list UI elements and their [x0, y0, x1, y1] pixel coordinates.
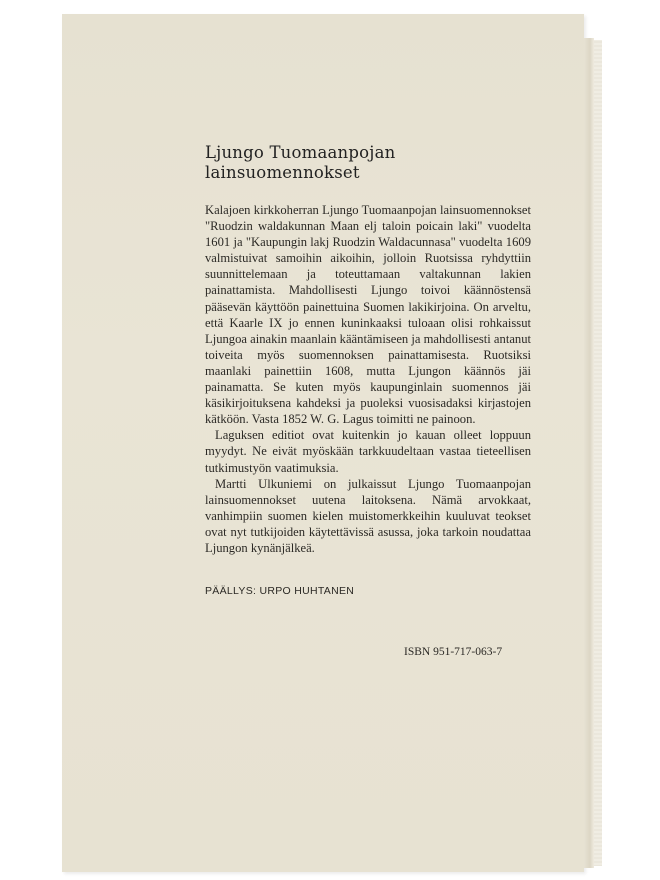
blurb-paragraph-1: Kalajoen kirkkoherran Ljungo Tuomaanpojan lainsuomennokset "Ruodzin waldakunnan Maan elj taloin poicain laki" vuodelta 1601 ja "Kaupungin lakj Ruodzin Waldacunnasa" vuodelta 1609 valmistuivat samoihin aikoihin, jolloin Ruotsissa ryhdyttiin suunnittelemaan ja toteuttamaan valtakunnan lakien painattamista. Mahdollisesti Ljungo toivoi käännöstensä pääsevän käyttöön painettuina Suomen lakikirjoina. On arveltu, että Kaarle IX jo ennen kuninkaaksi tuloaan olisi rohkaissut Ljungoa ainakin maanlain kääntämiseen ja mahdollisesti antanut toiveita myös suomennoksen painattamisesta. Ruotsiksi maanlaki painettiin 1608, mutta Ljungon käännös jäi painamatta. Se kuten myös kaupunginlain suomennos jäi käsikirjoituksena kahdeksi ja puoleksi vuosisadaksi kirjastojen kätköön. Vasta 1852 W. G. Lagus toimitti ne painoon.	[205, 203, 531, 427]
cover-designer-credit: PÄÄLLYS: URPO HUHTANEN	[205, 585, 355, 597]
blurb-paragraph-3: Martti Ulkuniemi on julkaissut Ljungo Tuomaanpojan lainsuomennokset uutena laitoksena. Nämä arvokkaat, vanhimpiin suomen kielen muistomerkkeihin kuuluvat teokset ovat nyt tutkijoiden käytettävissä asussa, joka tarkoin noudattaa Ljungon kynänjälkeä.	[205, 476, 531, 555]
book-title-line-2: lainsuomennokset	[205, 163, 360, 182]
page-block-edge	[594, 40, 602, 866]
book-title-line-1: Ljungo Tuomaanpojan	[205, 143, 396, 162]
isbn-number: ISBN 951-717-063-7	[404, 646, 503, 658]
blurb-paragraph-2: Laguksen editiot ovat kuitenkin jo kauan olleet loppuun myydyt. Ne eivät myöskään tarkkuudeltaan vastaa tieteellisen tutkimustyön vaatimuksia.	[205, 428, 531, 475]
cover-edge-shadow	[584, 38, 594, 868]
back-cover-text	[205, 143, 535, 556]
book-title	[205, 143, 535, 183]
